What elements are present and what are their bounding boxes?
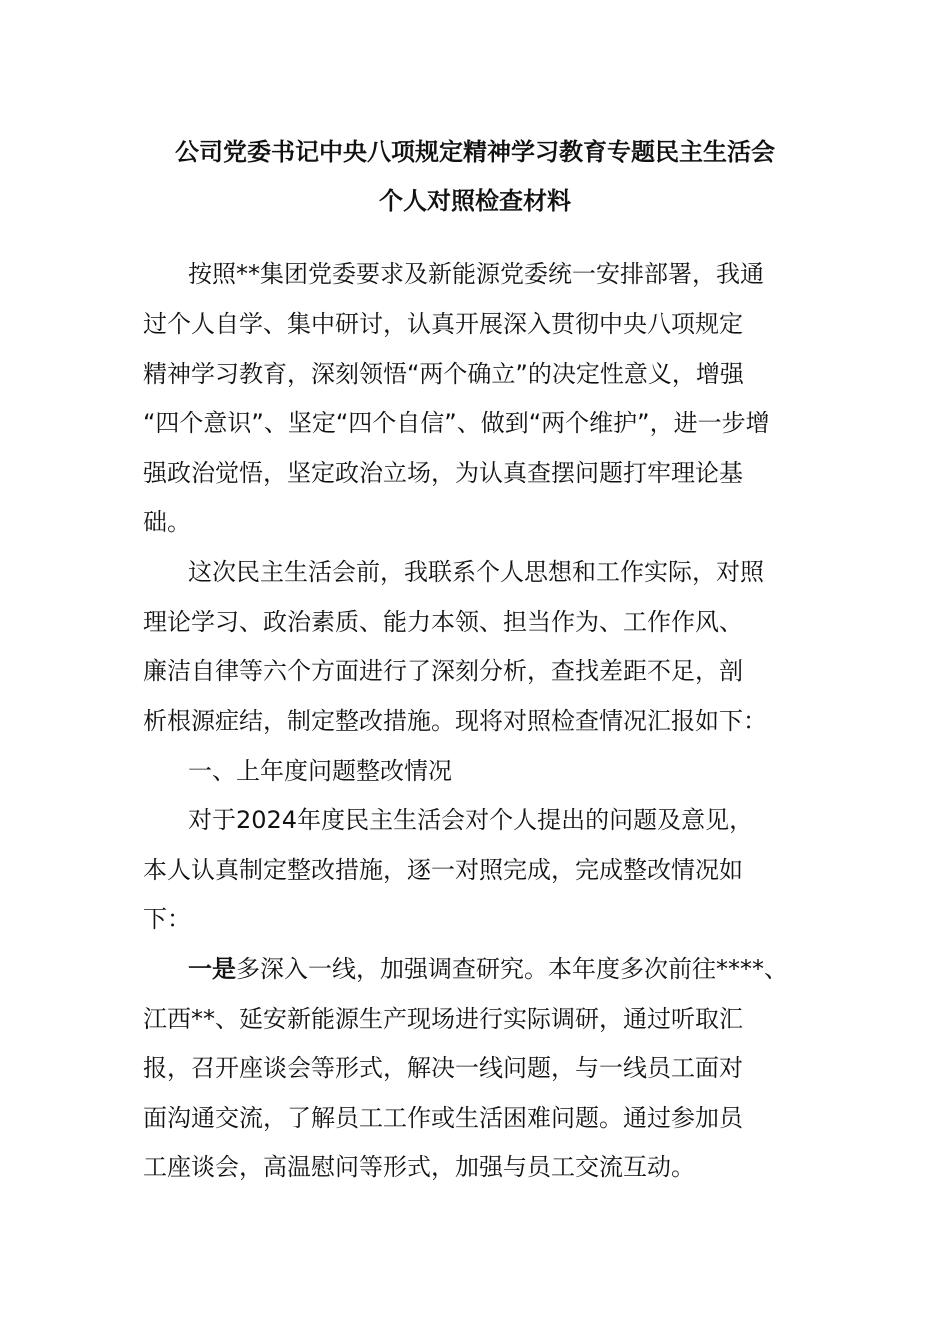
paragraph2-line1: 这次民主生活会前，我联系个人思想和工作实际，对照 (188, 558, 764, 586)
paragraph4-line2: 江西**、延安新能源生产现场进行实际调研，通过听取汇 (143, 1005, 743, 1033)
paragraph1-line1: 按照**集团党委要求及新能源党委统一安排部署，我通 (188, 260, 764, 288)
paragraph1-line6: 础。 (143, 508, 191, 536)
paragraph4-line4: 面沟通交流，了解员工工作或生活困难问题。通过参加员 (143, 1104, 743, 1132)
paragraph4-line3: 报，召开座谈会等形式，解决一线问题，与一线员工面对 (143, 1054, 743, 1082)
paragraph4-line5: 工座谈会，高温慰问等形式，加强与员工交流互动。 (143, 1153, 695, 1181)
paragraph3-line1: 对于2024年度民主生活会对个人提出的问题及意见， (188, 806, 754, 834)
document-title-line2: 个人对照检查材料 (379, 187, 571, 215)
paragraph4-line1 (188, 949, 788, 989)
paragraph1-line4: “四个意识”、坚定“四个自信”、做到“两个维护”，进一步增 (143, 409, 770, 437)
paragraph3-line3: 下： (143, 905, 191, 933)
document-title-line1: 公司党委书记中央八项规定精神学习教育专题民主生活会 (175, 138, 775, 166)
paragraph2-line2: 理论学习、政治素质、能力本领、担当作为、工作作风、 (143, 608, 743, 636)
paragraph1-line5: 强政治觉悟，坚定政治立场，为认真查摆问题打牢理论基 (143, 459, 743, 487)
section-heading-1: 一、上年度问题整改情况 (188, 757, 452, 785)
paragraph4-line1-text: 多深入一线，加强调查研究。本年度多次前往****、 (236, 955, 788, 983)
paragraph2-line3: 廉洁自律等六个方面进行了深刻分析，查找差距不足，剖 (143, 657, 743, 685)
paragraph1-line2: 过个人自学、集中研讨，认真开展深入贯彻中央八项规定 (143, 310, 743, 338)
paragraph1-line3: 精神学习教育，深刻领悟“两个确立”的决定性意义，增强 (143, 360, 744, 388)
paragraph2-line4: 析根源症结，制定整改措施。现将对照检查情况汇报如下： (143, 707, 767, 735)
paragraph4-lead: 一是 (188, 955, 236, 983)
paragraph3-line2: 本人认真制定整改措施，逐一对照完成，完成整改情况如 (143, 856, 743, 884)
